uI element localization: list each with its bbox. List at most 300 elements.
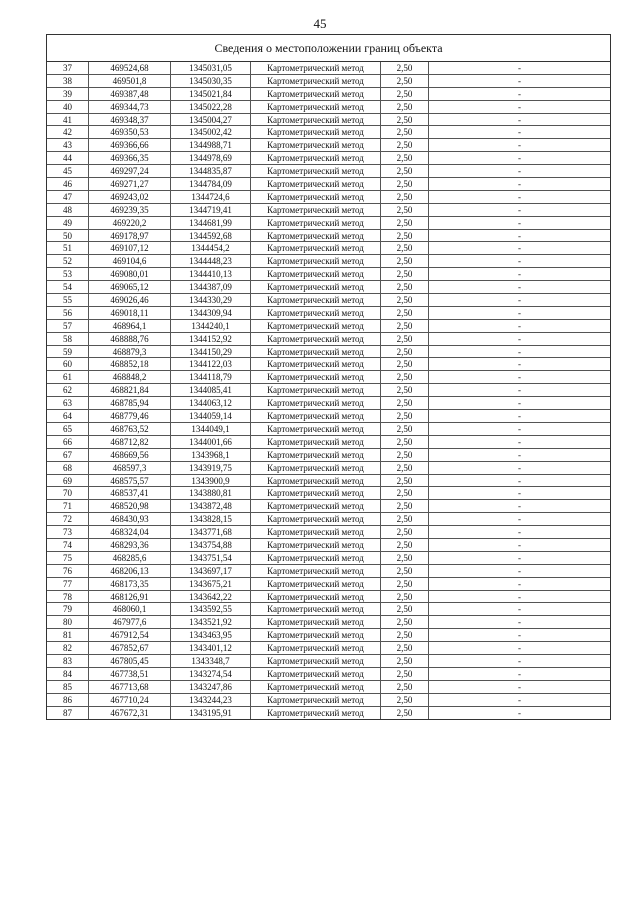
method-cell: Картометрический метод xyxy=(251,642,381,654)
accuracy-cell: 2,50 xyxy=(381,62,429,74)
table-row xyxy=(47,694,610,707)
method-cell: Картометрический метод xyxy=(251,552,381,564)
y-coordinate-cell: 1343348,7 xyxy=(171,655,251,667)
y-coordinate-cell: 1344592,68 xyxy=(171,230,251,242)
point-number-cell: 67 xyxy=(47,449,89,461)
point-number-cell: 40 xyxy=(47,101,89,113)
x-coordinate-cell: 468293,36 xyxy=(89,539,171,551)
y-coordinate-cell: 1344118,79 xyxy=(171,371,251,383)
description-cell: - xyxy=(518,346,521,357)
x-coordinate-cell: 468964,1 xyxy=(89,320,171,332)
accuracy-cell: 2,50 xyxy=(381,114,429,126)
y-coordinate-cell: 1343195,91 xyxy=(171,707,251,720)
accuracy-cell: 2,50 xyxy=(381,268,429,280)
description-cell: - xyxy=(518,694,521,705)
method-cell: Картометрический метод xyxy=(251,616,381,628)
method-cell: Картометрический метод xyxy=(251,371,381,383)
method-cell: Картометрический метод xyxy=(251,139,381,151)
table-row xyxy=(47,191,610,204)
accuracy-cell: 2,50 xyxy=(381,500,429,512)
table-row xyxy=(47,603,610,616)
description-cell: - xyxy=(518,140,521,151)
x-coordinate-cell: 468848,2 xyxy=(89,371,171,383)
y-coordinate-cell: 1344681,99 xyxy=(171,217,251,229)
y-coordinate-cell: 1344978,69 xyxy=(171,152,251,164)
y-coordinate-cell: 1343463,95 xyxy=(171,629,251,641)
method-cell: Картометрический метод xyxy=(251,178,381,190)
description-cell: - xyxy=(518,256,521,267)
description-cell: - xyxy=(518,488,521,499)
table-row xyxy=(47,230,610,243)
x-coordinate-cell: 469366,66 xyxy=(89,139,171,151)
x-coordinate-cell: 467738,51 xyxy=(89,668,171,680)
y-coordinate-cell: 1344724,6 xyxy=(171,191,251,203)
x-coordinate-cell: 467977,6 xyxy=(89,616,171,628)
table-row xyxy=(47,371,610,384)
description-cell: - xyxy=(518,617,521,628)
y-coordinate-cell: 1344988,71 xyxy=(171,139,251,151)
accuracy-cell: 2,50 xyxy=(381,642,429,654)
accuracy-cell: 2,50 xyxy=(381,294,429,306)
point-number-cell: 45 xyxy=(47,165,89,177)
y-coordinate-cell: 1344330,29 xyxy=(171,294,251,306)
description-cell: - xyxy=(518,282,521,293)
accuracy-cell: 2,50 xyxy=(381,487,429,499)
y-coordinate-cell: 1344835,87 xyxy=(171,165,251,177)
table-row xyxy=(47,642,610,655)
table-row xyxy=(47,500,610,513)
description-cell: - xyxy=(518,204,521,215)
table-row xyxy=(47,552,610,565)
table-row xyxy=(47,358,610,371)
table-row xyxy=(47,165,610,178)
description-cell: - xyxy=(518,436,521,447)
y-coordinate-cell: 1343828,15 xyxy=(171,513,251,525)
description-cell: - xyxy=(518,643,521,654)
point-number-cell: 63 xyxy=(47,397,89,409)
point-number-cell: 80 xyxy=(47,616,89,628)
accuracy-cell: 2,50 xyxy=(381,591,429,603)
x-coordinate-cell: 469348,37 xyxy=(89,114,171,126)
description-cell: - xyxy=(518,501,521,512)
x-coordinate-cell: 468779,46 xyxy=(89,410,171,422)
table-row xyxy=(47,178,610,191)
point-number-cell: 59 xyxy=(47,346,89,358)
accuracy-cell: 2,50 xyxy=(381,384,429,396)
method-cell: Картометрический метод xyxy=(251,603,381,615)
description-cell: - xyxy=(518,307,521,318)
x-coordinate-cell: 469524,68 xyxy=(89,62,171,74)
accuracy-cell: 2,50 xyxy=(381,139,429,151)
x-coordinate-cell: 468206,13 xyxy=(89,565,171,577)
description-cell: - xyxy=(518,630,521,641)
method-cell: Картометрический метод xyxy=(251,88,381,100)
point-number-cell: 51 xyxy=(47,242,89,254)
y-coordinate-cell: 1343247,86 xyxy=(171,681,251,693)
accuracy-cell: 2,50 xyxy=(381,217,429,229)
method-cell: Картометрический метод xyxy=(251,565,381,577)
y-coordinate-cell: 1344122,03 xyxy=(171,358,251,370)
table-row xyxy=(47,423,610,436)
accuracy-cell: 2,50 xyxy=(381,539,429,551)
point-number-cell: 48 xyxy=(47,204,89,216)
method-cell: Картометрический метод xyxy=(251,320,381,332)
y-coordinate-cell: 1344085,41 xyxy=(171,384,251,396)
accuracy-cell: 2,50 xyxy=(381,126,429,138)
y-coordinate-cell: 1343872,48 xyxy=(171,500,251,512)
point-number-cell: 55 xyxy=(47,294,89,306)
x-coordinate-cell: 469178,97 xyxy=(89,230,171,242)
description-cell: - xyxy=(518,243,521,254)
description-cell: - xyxy=(518,127,521,138)
description-cell: - xyxy=(518,552,521,563)
description-cell: - xyxy=(518,423,521,434)
point-number-cell: 76 xyxy=(47,565,89,577)
point-number-cell: 70 xyxy=(47,487,89,499)
method-cell: Картометрический метод xyxy=(251,62,381,74)
y-coordinate-cell: 1344784,09 xyxy=(171,178,251,190)
table-row xyxy=(47,101,610,114)
method-cell: Картометрический метод xyxy=(251,346,381,358)
y-coordinate-cell: 1344049,1 xyxy=(171,423,251,435)
method-cell: Картометрический метод xyxy=(251,217,381,229)
point-number-cell: 41 xyxy=(47,114,89,126)
point-number-cell: 69 xyxy=(47,475,89,487)
point-number-cell: 60 xyxy=(47,358,89,370)
method-cell: Картометрический метод xyxy=(251,668,381,680)
accuracy-cell: 2,50 xyxy=(381,191,429,203)
point-number-cell: 44 xyxy=(47,152,89,164)
y-coordinate-cell: 1344150,29 xyxy=(171,346,251,358)
table-row xyxy=(47,75,610,88)
accuracy-cell: 2,50 xyxy=(381,707,429,720)
method-cell: Картометрический метод xyxy=(251,513,381,525)
x-coordinate-cell: 468126,91 xyxy=(89,591,171,603)
y-coordinate-cell: 1343521,92 xyxy=(171,616,251,628)
description-cell: - xyxy=(518,217,521,228)
y-coordinate-cell: 1345004,27 xyxy=(171,114,251,126)
table-row xyxy=(47,62,610,75)
y-coordinate-cell: 1344240,1 xyxy=(171,320,251,332)
description-cell: - xyxy=(518,75,521,86)
description-cell: - xyxy=(518,707,521,718)
method-cell: Картометрический метод xyxy=(251,307,381,319)
accuracy-cell: 2,50 xyxy=(381,101,429,113)
point-number-cell: 72 xyxy=(47,513,89,525)
x-coordinate-cell: 467852,67 xyxy=(89,642,171,654)
point-number-cell: 46 xyxy=(47,178,89,190)
table-row xyxy=(47,539,610,552)
accuracy-cell: 2,50 xyxy=(381,565,429,577)
x-coordinate-cell: 469350,53 xyxy=(89,126,171,138)
method-cell: Картометрический метод xyxy=(251,255,381,267)
y-coordinate-cell: 1343592,55 xyxy=(171,603,251,615)
accuracy-cell: 2,50 xyxy=(381,255,429,267)
table-row xyxy=(47,462,610,475)
accuracy-cell: 2,50 xyxy=(381,629,429,641)
description-cell: - xyxy=(518,166,521,177)
table-row xyxy=(47,204,610,217)
y-coordinate-cell: 1343642,22 xyxy=(171,591,251,603)
point-number-cell: 38 xyxy=(47,75,89,87)
y-coordinate-cell: 1343675,21 xyxy=(171,578,251,590)
description-cell: - xyxy=(518,295,521,306)
description-cell: - xyxy=(518,604,521,615)
table-row xyxy=(47,307,610,320)
point-number-cell: 52 xyxy=(47,255,89,267)
point-number-cell: 75 xyxy=(47,552,89,564)
accuracy-cell: 2,50 xyxy=(381,578,429,590)
table-row xyxy=(47,487,610,500)
x-coordinate-cell: 468575,57 xyxy=(89,475,171,487)
y-coordinate-cell: 1344454,2 xyxy=(171,242,251,254)
point-number-cell: 71 xyxy=(47,500,89,512)
x-coordinate-cell: 469220,2 xyxy=(89,217,171,229)
y-coordinate-cell: 1343274,54 xyxy=(171,668,251,680)
table-row xyxy=(47,294,610,307)
x-coordinate-cell: 469018,11 xyxy=(89,307,171,319)
y-coordinate-cell: 1343401,12 xyxy=(171,642,251,654)
description-cell: - xyxy=(518,681,521,692)
accuracy-cell: 2,50 xyxy=(381,436,429,448)
x-coordinate-cell: 468060,1 xyxy=(89,603,171,615)
y-coordinate-cell: 1343771,68 xyxy=(171,526,251,538)
y-coordinate-cell: 1344059,14 xyxy=(171,410,251,422)
accuracy-cell: 2,50 xyxy=(381,694,429,706)
table-row xyxy=(47,242,610,255)
y-coordinate-cell: 1345002,42 xyxy=(171,126,251,138)
y-coordinate-cell: 1344309,94 xyxy=(171,307,251,319)
method-cell: Картометрический метод xyxy=(251,462,381,474)
method-cell: Картометрический метод xyxy=(251,539,381,551)
y-coordinate-cell: 1343968,1 xyxy=(171,449,251,461)
accuracy-cell: 2,50 xyxy=(381,320,429,332)
method-cell: Картометрический метод xyxy=(251,114,381,126)
x-coordinate-cell: 469501,8 xyxy=(89,75,171,87)
x-coordinate-cell: 469080,01 xyxy=(89,268,171,280)
point-number-cell: 82 xyxy=(47,642,89,654)
table-row xyxy=(47,152,610,165)
accuracy-cell: 2,50 xyxy=(381,603,429,615)
description-cell: - xyxy=(518,101,521,112)
y-coordinate-cell: 1344719,41 xyxy=(171,204,251,216)
y-coordinate-cell: 1344387,09 xyxy=(171,281,251,293)
point-number-cell: 81 xyxy=(47,629,89,641)
description-cell: - xyxy=(518,449,521,460)
x-coordinate-cell: 468712,82 xyxy=(89,436,171,448)
table-title: Сведения о местоположении границ объекта xyxy=(47,35,610,62)
method-cell: Картометрический метод xyxy=(251,384,381,396)
accuracy-cell: 2,50 xyxy=(381,513,429,525)
x-coordinate-cell: 467672,31 xyxy=(89,707,171,720)
description-cell: - xyxy=(518,359,521,370)
description-cell: - xyxy=(518,668,521,679)
x-coordinate-cell: 468763,52 xyxy=(89,423,171,435)
method-cell: Картометрический метод xyxy=(251,165,381,177)
point-number-cell: 85 xyxy=(47,681,89,693)
table-row xyxy=(47,526,610,539)
accuracy-cell: 2,50 xyxy=(381,165,429,177)
description-cell: - xyxy=(518,565,521,576)
method-cell: Картометрический метод xyxy=(251,126,381,138)
accuracy-cell: 2,50 xyxy=(381,281,429,293)
description-cell: - xyxy=(518,591,521,602)
x-coordinate-cell: 469297,24 xyxy=(89,165,171,177)
y-coordinate-cell: 1344448,23 xyxy=(171,255,251,267)
y-coordinate-cell: 1345031,05 xyxy=(171,62,251,74)
point-number-cell: 50 xyxy=(47,230,89,242)
point-number-cell: 84 xyxy=(47,668,89,680)
description-cell: - xyxy=(518,514,521,525)
point-number-cell: 66 xyxy=(47,436,89,448)
method-cell: Картометрический метод xyxy=(251,230,381,242)
description-cell: - xyxy=(518,578,521,589)
accuracy-cell: 2,50 xyxy=(381,242,429,254)
description-cell: - xyxy=(518,63,521,73)
y-coordinate-cell: 1345030,35 xyxy=(171,75,251,87)
x-coordinate-cell: 469271,27 xyxy=(89,178,171,190)
accuracy-cell: 2,50 xyxy=(381,526,429,538)
point-number-cell: 47 xyxy=(47,191,89,203)
point-number-cell: 54 xyxy=(47,281,89,293)
description-cell: - xyxy=(518,398,521,409)
point-number-cell: 43 xyxy=(47,139,89,151)
method-cell: Картометрический метод xyxy=(251,578,381,590)
table-row xyxy=(47,655,610,668)
accuracy-cell: 2,50 xyxy=(381,88,429,100)
point-number-cell: 61 xyxy=(47,371,89,383)
x-coordinate-cell: 468537,41 xyxy=(89,487,171,499)
table-row xyxy=(47,475,610,488)
method-cell: Картометрический метод xyxy=(251,694,381,706)
method-cell: Картометрический метод xyxy=(251,449,381,461)
x-coordinate-cell: 468852,18 xyxy=(89,358,171,370)
x-coordinate-cell: 469107,12 xyxy=(89,242,171,254)
table-row xyxy=(47,333,610,346)
method-cell: Картометрический метод xyxy=(251,294,381,306)
method-cell: Картометрический метод xyxy=(251,655,381,667)
x-coordinate-cell: 468520,98 xyxy=(89,500,171,512)
table-row xyxy=(47,88,610,101)
x-coordinate-cell: 468785,94 xyxy=(89,397,171,409)
x-coordinate-cell: 469344,73 xyxy=(89,101,171,113)
method-cell: Картометрический метод xyxy=(251,681,381,693)
table-row xyxy=(47,681,610,694)
x-coordinate-cell: 468821,84 xyxy=(89,384,171,396)
method-cell: Картометрический метод xyxy=(251,707,381,720)
method-cell: Картометрический метод xyxy=(251,75,381,87)
y-coordinate-cell: 1343751,54 xyxy=(171,552,251,564)
x-coordinate-cell: 467710,24 xyxy=(89,694,171,706)
accuracy-cell: 2,50 xyxy=(381,307,429,319)
table-row xyxy=(47,629,610,642)
method-cell: Картометрический метод xyxy=(251,487,381,499)
description-cell: - xyxy=(518,462,521,473)
method-cell: Картометрический метод xyxy=(251,423,381,435)
accuracy-cell: 2,50 xyxy=(381,333,429,345)
table-row xyxy=(47,578,610,591)
y-coordinate-cell: 1343754,88 xyxy=(171,539,251,551)
y-coordinate-cell: 1344152,92 xyxy=(171,333,251,345)
point-number-cell: 79 xyxy=(47,603,89,615)
table-row xyxy=(47,565,610,578)
point-number-cell: 56 xyxy=(47,307,89,319)
y-coordinate-cell: 1345022,28 xyxy=(171,101,251,113)
accuracy-cell: 2,50 xyxy=(381,152,429,164)
table-row xyxy=(47,268,610,281)
x-coordinate-cell: 468888,76 xyxy=(89,333,171,345)
x-coordinate-cell: 468597,3 xyxy=(89,462,171,474)
accuracy-cell: 2,50 xyxy=(381,423,429,435)
x-coordinate-cell: 468669,56 xyxy=(89,449,171,461)
x-coordinate-cell: 469243,02 xyxy=(89,191,171,203)
accuracy-cell: 2,50 xyxy=(381,462,429,474)
accuracy-cell: 2,50 xyxy=(381,204,429,216)
method-cell: Картометрический метод xyxy=(251,268,381,280)
accuracy-cell: 2,50 xyxy=(381,668,429,680)
accuracy-cell: 2,50 xyxy=(381,371,429,383)
y-coordinate-cell: 1343880,81 xyxy=(171,487,251,499)
description-cell: - xyxy=(518,179,521,190)
x-coordinate-cell: 469104,6 xyxy=(89,255,171,267)
x-coordinate-cell: 467805,45 xyxy=(89,655,171,667)
x-coordinate-cell: 469065,12 xyxy=(89,281,171,293)
y-coordinate-cell: 1344410,13 xyxy=(171,268,251,280)
description-cell: - xyxy=(518,655,521,666)
x-coordinate-cell: 467912,54 xyxy=(89,629,171,641)
table-row xyxy=(47,346,610,359)
method-cell: Картометрический метод xyxy=(251,358,381,370)
method-cell: Картометрический метод xyxy=(251,410,381,422)
method-cell: Картометрический метод xyxy=(251,397,381,409)
point-number-cell: 78 xyxy=(47,591,89,603)
x-coordinate-cell: 468285,6 xyxy=(89,552,171,564)
description-cell: - xyxy=(518,320,521,331)
x-coordinate-cell: 468324,04 xyxy=(89,526,171,538)
method-cell: Картометрический метод xyxy=(251,101,381,113)
y-coordinate-cell: 1344001,66 xyxy=(171,436,251,448)
description-cell: - xyxy=(518,88,521,99)
table-row xyxy=(47,668,610,681)
accuracy-cell: 2,50 xyxy=(381,410,429,422)
accuracy-cell: 2,50 xyxy=(381,346,429,358)
point-number-cell: 87 xyxy=(47,707,89,720)
accuracy-cell: 2,50 xyxy=(381,681,429,693)
y-coordinate-cell: 1343900,9 xyxy=(171,475,251,487)
method-cell: Картометрический метод xyxy=(251,591,381,603)
method-cell: Картометрический метод xyxy=(251,475,381,487)
method-cell: Картометрический метод xyxy=(251,191,381,203)
description-cell: - xyxy=(518,539,521,550)
point-number-cell: 62 xyxy=(47,384,89,396)
description-cell: - xyxy=(518,230,521,241)
y-coordinate-cell: 1344063,12 xyxy=(171,397,251,409)
point-number-cell: 65 xyxy=(47,423,89,435)
point-number-cell: 53 xyxy=(47,268,89,280)
point-number-cell: 39 xyxy=(47,88,89,100)
description-cell: - xyxy=(518,114,521,125)
table-row xyxy=(47,281,610,294)
table-row xyxy=(47,410,610,423)
description-cell: - xyxy=(518,372,521,383)
point-number-cell: 49 xyxy=(47,217,89,229)
description-cell: - xyxy=(518,411,521,422)
accuracy-cell: 2,50 xyxy=(381,230,429,242)
table-row xyxy=(47,449,610,462)
point-number-cell: 77 xyxy=(47,578,89,590)
table-row xyxy=(47,591,610,604)
x-coordinate-cell: 467713,68 xyxy=(89,681,171,693)
